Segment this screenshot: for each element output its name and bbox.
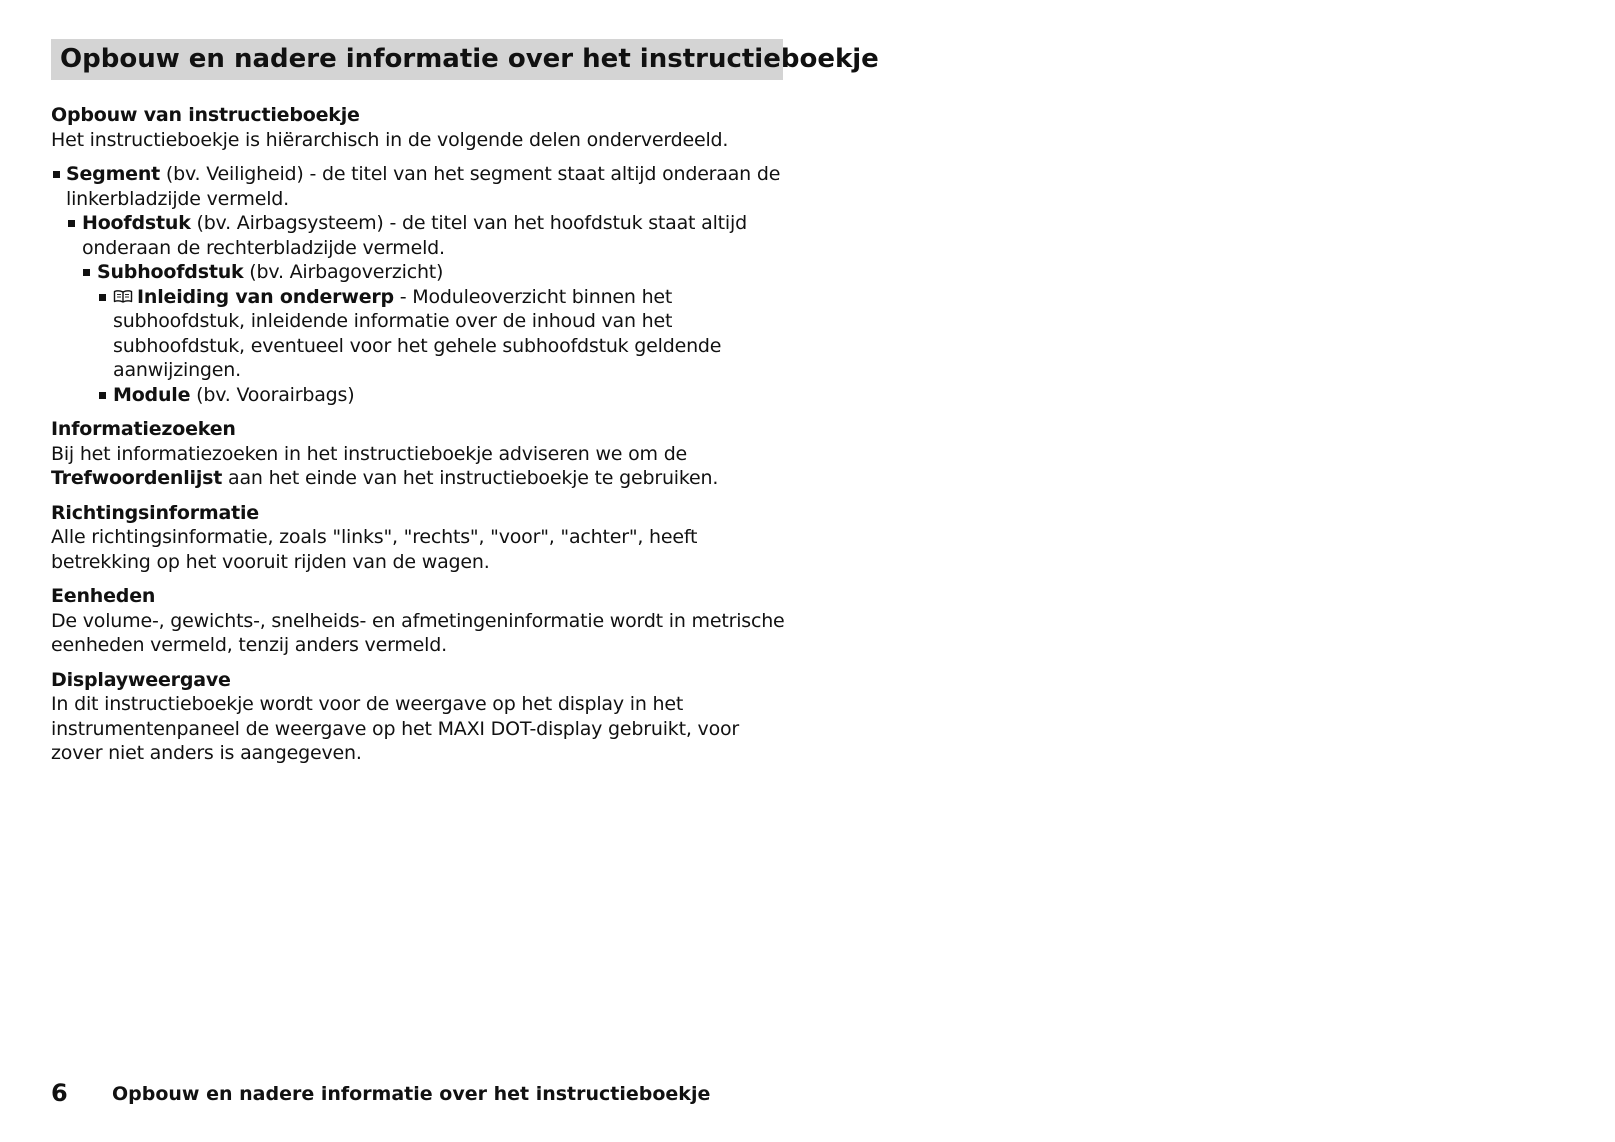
- page-content: [51, 103, 791, 776]
- structure-item-text: (bv. Voorairbags): [190, 383, 355, 406]
- page-number: 6: [51, 1079, 68, 1107]
- structure-item-text: - Moduleoverzicht binnen het subhoofdstuk, inleidende informatie over de inhoud van het subhoofdstuk, eventueel voor het gehele subhoofdstuk geldende aanwijzingen.: [113, 285, 722, 381]
- search-text-after: aan het einde van het instructieboekje te gebruiken.: [222, 467, 719, 489]
- structure-item-text: (bv. Airbagoverzicht): [243, 261, 444, 283]
- structure-item-term: Hoofdstuk: [82, 212, 191, 234]
- structure-item-term: Subhoofdstuk: [97, 261, 244, 283]
- section-display: [51, 668, 791, 766]
- structure-item-text: (bv. Veiligheid) - de titel van het segment staat altijd onderaan de linkerbladzijde vermeld.: [66, 163, 781, 210]
- structure-item: [51, 162, 791, 211]
- structure-item: [51, 383, 791, 408]
- direction-text: Alle richtingsinformatie, zoals "links", "rechts", "voor", "achter", heeft betrekking op het vooruit rijden van de wagen.: [51, 526, 698, 573]
- section-title-display: Displayweergave: [51, 668, 231, 691]
- units-text: De volume-, gewichts-, snelheids- en afmetingeninformatie wordt in metrische eenheden vermeld, tenzij anders vermeld.: [51, 609, 785, 656]
- search-keyword: Trefwoordenlijst: [51, 467, 223, 489]
- section-structure: [51, 103, 791, 407]
- search-text: [51, 442, 791, 491]
- structure-item-term: Inleiding van onderwerp: [137, 285, 394, 308]
- structure-item: [51, 211, 791, 260]
- running-title: Opbouw en nadere informatie over het instructieboekje: [112, 1083, 711, 1105]
- structure-item-text: (bv. Airbagsysteem) - de titel van het hoofdstuk staat altijd onderaan de rechterbladzijde vermeld.: [82, 212, 747, 259]
- section-search: [51, 417, 791, 491]
- section-title-search: Informatiezoeken: [51, 418, 236, 440]
- structure-item-term: Segment: [66, 163, 161, 185]
- structure-item: [51, 260, 791, 285]
- structure-item: [51, 285, 791, 383]
- section-units: [51, 584, 791, 658]
- structure-item-term: Module: [113, 383, 191, 406]
- search-text-before: Bij het informatiezoeken in het instructieboekje adviseren we om de: [51, 442, 688, 465]
- section-title-units: Eenheden: [51, 585, 156, 607]
- section-direction: [51, 501, 791, 575]
- page-heading: Opbouw en nadere informatie over het instructieboekje: [51, 39, 783, 80]
- section-title-direction: Richtingsinformatie: [51, 501, 259, 524]
- page-footer: [51, 1078, 751, 1108]
- structure-list: [51, 162, 791, 407]
- section-title-structure: Opbouw van instructieboekje: [51, 104, 360, 126]
- book-icon: [113, 289, 133, 304]
- display-text: In dit instructieboekje wordt voor de weergave op het display in het instrumentenpaneel de weergave op het MAXI DOT-display gebruikt, voor zover niet anders is aangegeven.: [51, 693, 740, 764]
- structure-intro: Het instructieboekje is hiërarchisch in de volgende delen onderverdeeld.: [51, 128, 729, 151]
